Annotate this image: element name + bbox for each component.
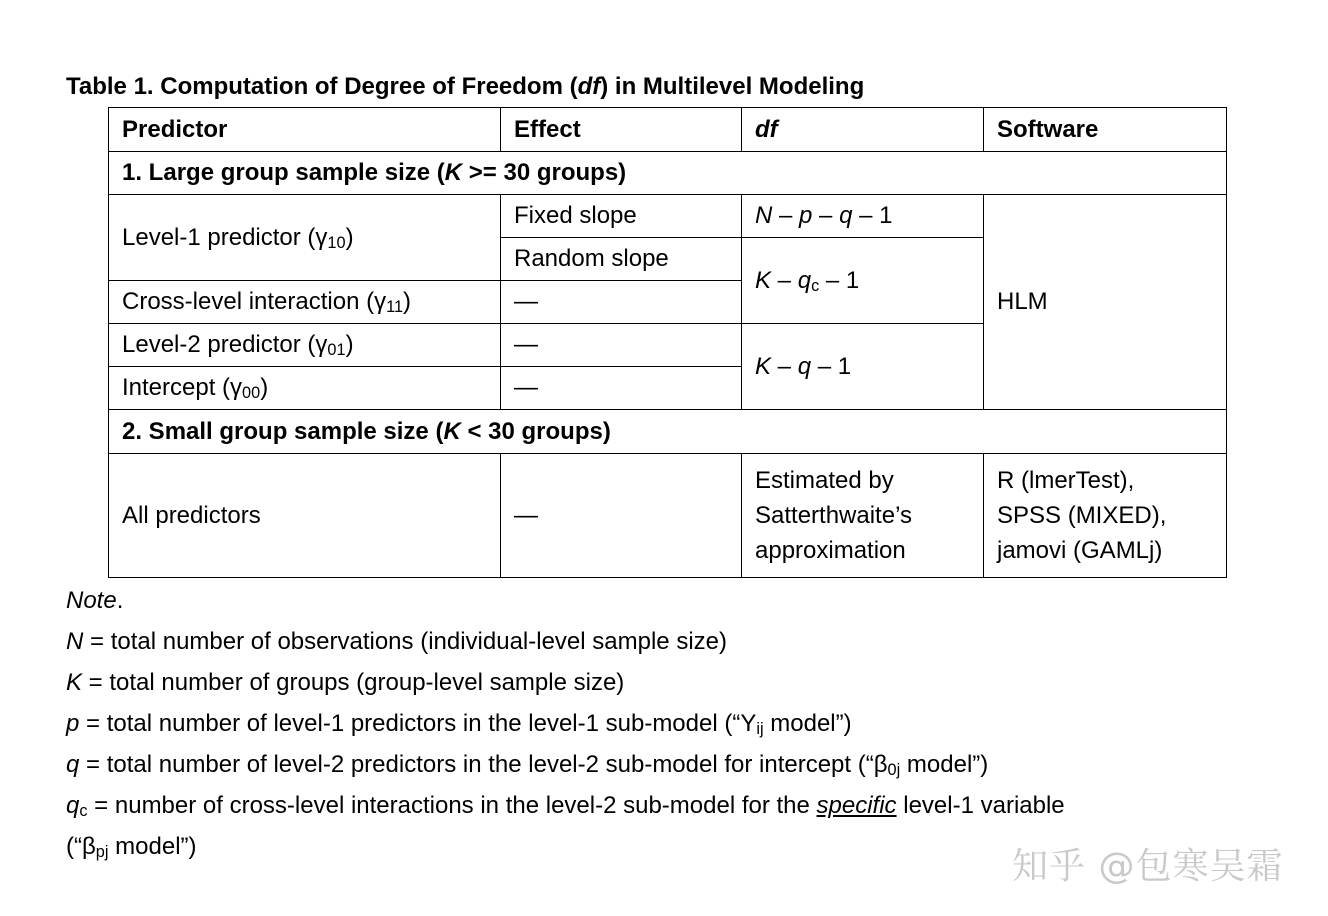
table-row: [109, 195, 1227, 238]
header-df: df: [742, 108, 984, 152]
table-title: Table 1. Computation of Degree of Freedom (df) in Multilevel Modeling: [66, 73, 865, 100]
header-predictor: Predictor: [109, 108, 501, 152]
df-table: [108, 107, 1227, 578]
software-small-cell: R (lmerTest), SPSS (MIXED), jamovi (GAMLj): [984, 454, 1227, 578]
note-qc: $q_c$ = number of cross-level interactions in the level-2 sub-model for the specific level-1 variable: [66, 792, 1065, 820]
df-small-cell: Estimated by Satterthwaite’s approximation: [742, 454, 984, 578]
intercept-cell: Intercept $(\gamma_{00})$: [109, 367, 501, 410]
dash-cell: —: [501, 324, 742, 367]
df-level2-cell: K – q – 1: [742, 324, 984, 410]
header-software: Software: [984, 108, 1227, 152]
note-N: N = total number of observations (individual-level sample size): [66, 628, 727, 655]
all-predictors-cell: All predictors: [109, 454, 501, 578]
watermark: 知乎 @包寒吴霜: [1012, 846, 1284, 887]
fixed-slope-cell: Fixed slope: [501, 195, 742, 238]
notes: [66, 580, 1306, 867]
level2-predictor-cell: Level-2 predictor $(\gamma_{01})$: [109, 324, 501, 367]
cross-level-cell: Cross-level interaction $(\gamma_{11})$: [109, 281, 501, 324]
note-p: p = total number of level-1 predictors in the level-1 sub-model (“$Y_{ij}$ model”): [66, 710, 852, 738]
note-K: K = total number of groups (group-level sample size): [66, 669, 625, 696]
header-effect: Effect: [501, 108, 742, 152]
note-heading: Note.: [66, 587, 124, 614]
note-qc-continued: (“$\beta_{pj}$ model”): [66, 833, 197, 861]
dash-cell: —: [501, 454, 742, 578]
table-row: [109, 454, 1227, 578]
dash-cell: —: [501, 367, 742, 410]
header-row: [109, 108, 1227, 152]
section-row-small: [109, 410, 1227, 454]
section-row-large: [109, 152, 1227, 195]
dash-cell: —: [501, 281, 742, 324]
section-large-label: 1. Large group sample size (K >= 30 groups): [109, 152, 1227, 195]
note-q: q = total number of level-2 predictors in the level-2 sub-model for intercept (“$\beta_{0j}$ model”): [66, 751, 989, 779]
software-large-cell: HLM: [984, 195, 1227, 410]
title-df: df: [577, 73, 601, 100]
random-slope-cell: Random slope: [501, 238, 742, 281]
section-small-label: 2. Small group sample size (K < 30 groups): [109, 410, 1227, 454]
df-random-cell: K – $q_c - 1$: [742, 238, 984, 324]
level1-predictor-cell: Level-1 predictor $(\gamma_{10})$: [109, 195, 501, 281]
df-fixed-cell: N – p – q – 1: [742, 195, 984, 238]
